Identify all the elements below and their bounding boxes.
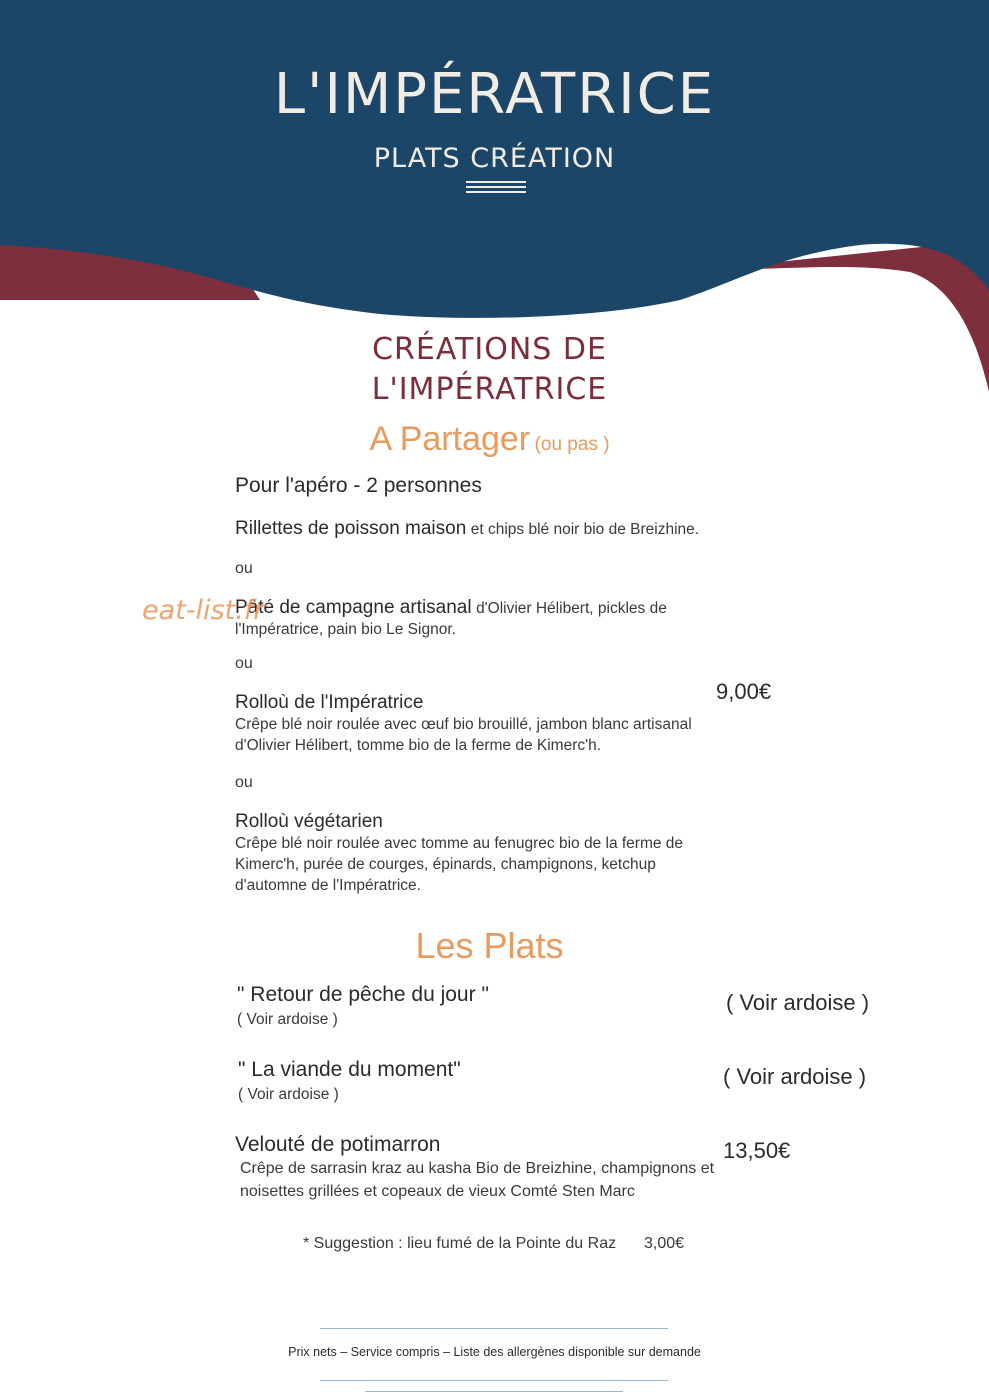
watermark-text: eat-list.fr bbox=[142, 595, 265, 626]
item-desc: ( Voir ardoise ) bbox=[238, 1086, 339, 1103]
partager-title: A Partager bbox=[369, 420, 531, 458]
item-desc: Crêpe blé noir roulée avec tomme au fenugrec bio de la ferme de bbox=[235, 835, 684, 852]
item-desc: et chips blé noir bio de Breizhine. bbox=[470, 521, 700, 538]
subtitle-underline bbox=[466, 181, 526, 196]
item-name: " Retour de pêche du jour " bbox=[237, 983, 489, 1006]
partager-price: 9,00€ bbox=[716, 679, 772, 704]
menu-item bbox=[235, 518, 699, 540]
menu-item bbox=[237, 983, 489, 1030]
item-name: Rillettes de poisson maison bbox=[235, 518, 467, 539]
item-desc-line2: Kimerc'h, purée de courges, épinards, champignons, ketchup bbox=[235, 856, 656, 873]
item-desc-line2: noisettes grillées et copeaux de vieux Comté Sten Marc bbox=[240, 1183, 635, 1200]
item-desc: Crêpe blé noir roulée avec œuf bio brouillé, jambon blanc artisanal bbox=[235, 716, 692, 733]
plats-title: Les Plats bbox=[415, 925, 564, 966]
item-name: Rolloù de l'Impératrice bbox=[235, 692, 424, 713]
brand-subtitle: PLATS CRÉATION bbox=[373, 143, 616, 174]
item-name: Velouté de potimarron bbox=[235, 1133, 441, 1156]
separator-ou: ou bbox=[235, 774, 253, 791]
item-price: ( Voir ardoise ) bbox=[723, 1064, 867, 1089]
brand-title: L'IMPÉRATRICE bbox=[273, 62, 716, 127]
footer-text: Prix nets – Service compris – Liste des allergènes disponible sur demande bbox=[288, 1345, 701, 1359]
section-title-line1: CRÉATIONS DE bbox=[372, 332, 607, 367]
footer-divider bbox=[320, 1380, 668, 1381]
separator-ou: ou bbox=[235, 560, 253, 577]
menu-item bbox=[238, 1058, 461, 1105]
item-desc-line3: d'automne de l'Impératrice. bbox=[235, 877, 421, 894]
menu-item bbox=[235, 597, 667, 640]
item-name: Pâté de campagne artisanal bbox=[235, 597, 472, 618]
partager-intro: Pour l'apéro - 2 personnes bbox=[235, 474, 482, 497]
suggestion-price: 3,00€ bbox=[644, 1235, 685, 1252]
item-desc-line2: l'Impératrice, pain bio Le Signor. bbox=[235, 621, 456, 638]
menu-item bbox=[235, 692, 692, 756]
item-name: Rolloù végétarien bbox=[235, 811, 383, 832]
partager-heading bbox=[0, 420, 979, 459]
item-desc: ( Voir ardoise ) bbox=[237, 1011, 338, 1028]
partager-title-note: (ou pas ) bbox=[534, 434, 610, 455]
item-price: ( Voir ardoise ) bbox=[726, 990, 870, 1015]
item-price: 13,50€ bbox=[723, 1138, 791, 1163]
footer-divider bbox=[365, 1391, 623, 1392]
menu-item bbox=[235, 1133, 714, 1203]
item-name: " La viande du moment" bbox=[238, 1058, 461, 1081]
menu-item bbox=[235, 811, 683, 896]
item-desc: d'Olivier Hélibert, pickles de bbox=[476, 600, 667, 617]
section-title-line2: L'IMPÉRATRICE bbox=[371, 372, 608, 407]
suggestion-text: * Suggestion : lieu fumé de la Pointe du Raz bbox=[303, 1235, 617, 1252]
item-desc: Crêpe de sarrasin kraz au kasha Bio de Breizhine, champignons et bbox=[240, 1160, 715, 1177]
separator-ou: ou bbox=[235, 655, 253, 672]
item-desc-line2: d'Olivier Hélibert, tomme bio de la ferme de Kimerc'h. bbox=[235, 737, 601, 754]
footer-divider bbox=[320, 1328, 668, 1329]
